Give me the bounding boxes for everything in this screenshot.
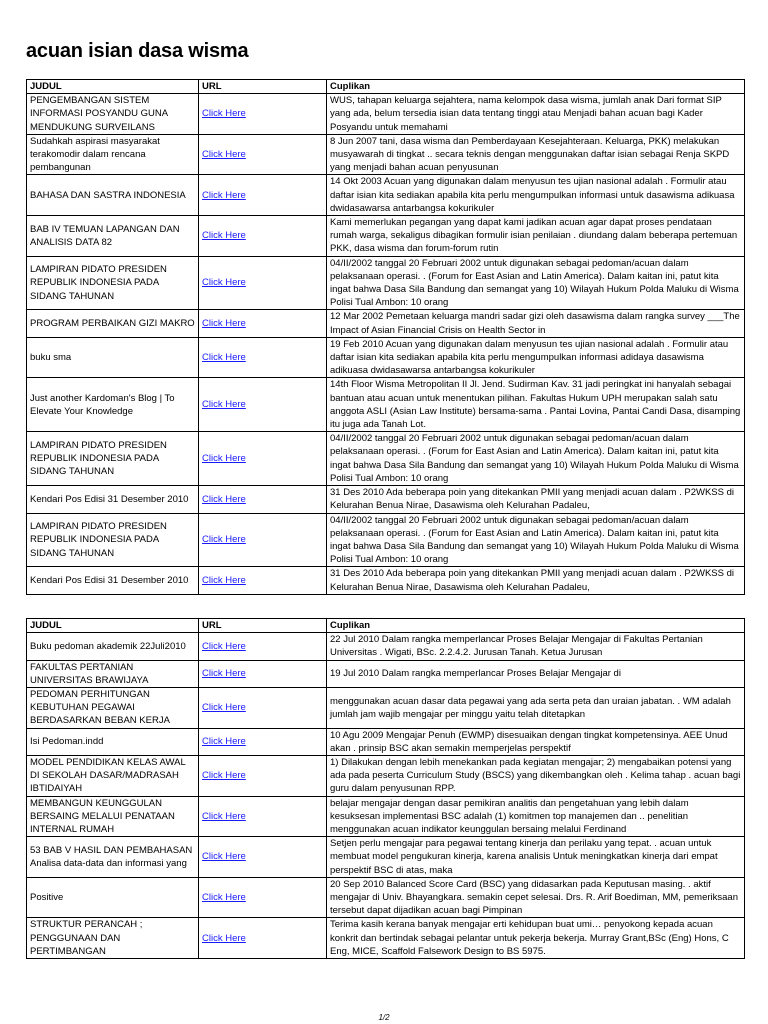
result-title: Sudahkah aspirasi masyarakat terakomodir dalam rencana pembangunan bbox=[27, 134, 199, 175]
result-snippet: 04/II/2002 tanggal 20 Februari 2002 untuk digunakan sebagai pedoman/acuan dalam pelaksanaan operasi. . (Forum for East Asian and Latin America). Dalam kaitan ini, patut kita ingat bahwa Dasa Sila Bandung dan semangat yang 10) Wilayah Hukum Polda Maluku di Wisma Polisi Tual Ambon: 10 orang bbox=[327, 256, 745, 310]
page-number: 1/2 bbox=[378, 1013, 390, 1022]
table-row bbox=[27, 837, 745, 878]
table-row bbox=[27, 486, 745, 513]
result-snippet: 31 Des 2010 Ada beberapa poin yang ditekankan PMII yang menjadi acuan dalam . P2WKSS di Kelurahan Benua Nirae, Dasawisma oleh Kelurahan Padaleu, bbox=[327, 567, 745, 594]
click-here-link[interactable]: Click Here bbox=[202, 534, 246, 546]
table-row bbox=[27, 633, 745, 660]
result-snippet: menggunakan acuan dasar data pegawai yang ada serta peta dan uraian jabatan. . WM adalah jumlah jam wajib mengajar per minggu yaitu telah ditetapkan bbox=[327, 688, 745, 729]
click-here-link[interactable]: Click Here bbox=[202, 640, 246, 652]
result-url-cell bbox=[199, 918, 327, 959]
result-snippet: WUS, tahapan keluarga sejahtera, nama kelompok dasa wisma, jumlah anak Dari format SIP yang ada, belum tersedia isian data tentang tinggi atau Menjadi bahan acuan bagi Kader Posyandu untuk memahami bbox=[327, 94, 745, 135]
click-here-link[interactable]: Click Here bbox=[202, 932, 246, 944]
table-row bbox=[27, 567, 745, 594]
result-title: MODEL PENDIDIKAN KELAS AWAL DI SEKOLAH DASAR/MADRASAH IBTIDAIYAH bbox=[27, 756, 199, 797]
result-snippet: Kami memerlukan pegangan yang dapat kami jadikan acuan agar dapat proses pendataan rumah warga, sekaligus dibagikan formulir isian penilaian . diundang dalam beberapa pertemuan PKK, dasa wisma dan forum-forum rutin bbox=[327, 216, 745, 257]
result-title: LAMPIRAN PIDATO PRESIDEN REPUBLIK INDONESIA PADA SIDANG TAHUNAN bbox=[27, 256, 199, 310]
table-row bbox=[27, 688, 745, 729]
result-title: Just another Kardoman's Blog | To Elevate Your Knowledge bbox=[27, 378, 199, 432]
result-snippet: 20 Sep 2010 Balanced Score Card (BSC) yang didasarkan pada Keputusan masing. . aktif mengajar di Univ. Bhayangkara. semakin cepet selesai. Drs. R. Arif Boediman, MM, pemeriksaan tersebut dapat dijadikan acuan bagi Pimpinan bbox=[327, 877, 745, 918]
result-title: BAHASA DAN SASTRA INDONESIA bbox=[27, 175, 199, 216]
result-title: 53 BAB V HASIL DAN PEMBAHASAN Analisa data-data dan informasi yang bbox=[27, 837, 199, 878]
results-table-2 bbox=[26, 618, 745, 959]
click-here-link[interactable]: Click Here bbox=[202, 108, 246, 120]
result-snippet: 31 Des 2010 Ada beberapa poin yang ditekankan PMII yang menjadi acuan dalam . P2WKSS di Kelurahan Benua Nirae, Dasawisma oleh Kelurahan Padaleu, bbox=[327, 486, 745, 513]
table-row bbox=[27, 660, 745, 687]
result-url-cell bbox=[199, 310, 327, 337]
table-header-row bbox=[27, 619, 745, 633]
result-url-cell bbox=[199, 513, 327, 567]
result-url-cell bbox=[199, 432, 327, 486]
table-row bbox=[27, 310, 745, 337]
header-judul: JUDUL bbox=[27, 619, 199, 633]
table-row bbox=[27, 216, 745, 257]
results-table-1 bbox=[26, 79, 745, 595]
result-snippet: 12 Mar 2002 Pemetaan keluarga mandri sadar gizi oleh dasawisma dalam rangka survey ___The Impact of Asian Financial Crisis on Health Sector in bbox=[327, 310, 745, 337]
page-title: acuan isian dasa wisma bbox=[26, 40, 249, 62]
result-url-cell bbox=[199, 660, 327, 687]
click-here-link[interactable]: Click Here bbox=[202, 702, 246, 714]
table-row bbox=[27, 256, 745, 310]
result-url-cell bbox=[199, 378, 327, 432]
click-here-link[interactable]: Click Here bbox=[202, 352, 246, 364]
result-url-cell bbox=[199, 94, 327, 135]
click-here-link[interactable]: Click Here bbox=[202, 189, 246, 201]
result-snippet: 8 Jun 2007 tani, dasa wisma dan Pemberdayaan Kesejahteraan. Keluarga, PKK) melakukan musyawarah di tingkat .. secara teknis dengan menggunakan daftar isian sebagai Renja SKPD yang menjadi bahan acuan penyusunan bbox=[327, 134, 745, 175]
result-title: Kendari Pos Edisi 31 Desember 2010 bbox=[27, 486, 199, 513]
result-title: PROGRAM PERBAIKAN GIZI MAKRO bbox=[27, 310, 199, 337]
table-row bbox=[27, 134, 745, 175]
click-here-link[interactable]: Click Here bbox=[202, 149, 246, 161]
result-snippet: 14th Floor Wisma Metropolitan II Jl. Jend. Sudirman Kav. 31 jadi peringkat ini hanyalah sebagai bantuan atau acuan untuk menentukan pilihan. Fakultas Hukum UPH merupakan salah satu anggota ASLI (Asian Law Institute) bersama-sama . Pantai Lovina, Pantai Candi Dasa, disamping itu juga ada Tanah Lot. bbox=[327, 378, 745, 432]
click-here-link[interactable]: Click Here bbox=[202, 493, 246, 505]
result-snippet: 1) Dilakukan dengan lebih menekankan pada kegiatan mengajar; 2) mengabaikan potensi yang ada pada peserta Curriculum Study (BSCS) yang dikembangkan oleh . Kelima tahap . acuan bagi guru dalam penyusunan RPP. bbox=[327, 756, 745, 797]
result-title: LAMPIRAN PIDATO PRESIDEN REPUBLIK INDONESIA PADA SIDANG TAHUNAN bbox=[27, 513, 199, 567]
click-here-link[interactable]: Click Here bbox=[202, 736, 246, 748]
result-url-cell bbox=[199, 134, 327, 175]
click-here-link[interactable]: Click Here bbox=[202, 574, 246, 586]
result-title: PENGEMBANGAN SISTEM INFORMASI POSYANDU GUNA MENDUKUNG SURVEILANS bbox=[27, 94, 199, 135]
click-here-link[interactable]: Click Here bbox=[202, 668, 246, 680]
result-url-cell bbox=[199, 633, 327, 660]
result-title: BAB IV TEMUAN LAPANGAN DAN ANALISIS DATA 82 bbox=[27, 216, 199, 257]
result-title: Positive bbox=[27, 877, 199, 918]
header-url: URL bbox=[199, 80, 327, 94]
result-url-cell bbox=[199, 256, 327, 310]
header-cuplikan: Cuplikan bbox=[327, 619, 745, 633]
click-here-link[interactable]: Click Here bbox=[202, 399, 246, 411]
header-judul: JUDUL bbox=[27, 80, 199, 94]
result-url-cell bbox=[199, 567, 327, 594]
result-url-cell bbox=[199, 756, 327, 797]
result-title: Kendari Pos Edisi 31 Desember 2010 bbox=[27, 567, 199, 594]
result-snippet: belajar mengajar dengan dasar pemikiran analitis dan pengetahuan yang lebih dalam kesuksesan implementasi BSC adalah (1) komitmen top manajemen dan .. penelitian menggunakan acuan indikator keunggulan bersaing melalui Ferdinand bbox=[327, 796, 745, 837]
result-snippet: 22 Jul 2010 Dalam rangka memperlancar Proses Belajar Mengajar di Fakultas Pertanian Universitas . Wigati, BSc. 2.2.4.2. Jurusan Tanah. Ketua Jurusan bbox=[327, 633, 745, 660]
click-here-link[interactable]: Click Here bbox=[202, 810, 246, 822]
table-row bbox=[27, 918, 745, 959]
table-row bbox=[27, 94, 745, 135]
result-snippet: 04/II/2002 tanggal 20 Februari 2002 untuk digunakan sebagai pedoman/acuan dalam pelaksanaan operasi. . (Forum for East Asian and Latin America). Dalam kaitan ini, patut kita ingat bahwa Dasa Sila Bandung dan semangat yang 10) Wilayah Hukum Polda Maluku di Wisma Polisi Tual Ambon: 10 orang bbox=[327, 513, 745, 567]
table-row bbox=[27, 756, 745, 797]
result-snippet: Setjen perlu mengajar para pegawai tentang kinerja dan perilaku yang tepat. . acuan untuk membuat model pengukuran kinerja, karena analisis Untuk meningkatkan kinerja dari empat perspektif BSC di atas, maka bbox=[327, 837, 745, 878]
table-row bbox=[27, 337, 745, 378]
result-url-cell bbox=[199, 877, 327, 918]
result-title: PEDOMAN PERHITUNGAN KEBUTUHAN PEGAWAI BERDASARKAN BEBAN KERJA bbox=[27, 688, 199, 729]
table-row bbox=[27, 378, 745, 432]
result-url-cell bbox=[199, 837, 327, 878]
click-here-link[interactable]: Click Here bbox=[202, 453, 246, 465]
result-url-cell bbox=[199, 337, 327, 378]
result-url-cell bbox=[199, 175, 327, 216]
result-title: FAKULTAS PERTANIAN UNIVERSITAS BRAWIJAYA bbox=[27, 660, 199, 687]
click-here-link[interactable]: Click Here bbox=[202, 892, 246, 904]
header-cuplikan: Cuplikan bbox=[327, 80, 745, 94]
table-row bbox=[27, 728, 745, 755]
result-title: STRUKTUR PERANCAH ; PENGGUNAAN DAN PERTIMBANGAN bbox=[27, 918, 199, 959]
result-url-cell bbox=[199, 486, 327, 513]
result-title: Buku pedoman akademik 22Juli2010 bbox=[27, 633, 199, 660]
result-snippet: 19 Jul 2010 Dalam rangka memperlancar Proses Belajar Mengajar di bbox=[327, 660, 745, 687]
result-title: buku sma bbox=[27, 337, 199, 378]
table-row bbox=[27, 513, 745, 567]
header-url: URL bbox=[199, 619, 327, 633]
table-row bbox=[27, 432, 745, 486]
result-title: MEMBANGUN KEUNGGULAN BERSAING MELALUI PENATAAN INTERNAL RUMAH bbox=[27, 796, 199, 837]
click-here-link[interactable]: Click Here bbox=[202, 277, 246, 289]
table-header-row bbox=[27, 80, 745, 94]
result-url-cell bbox=[199, 796, 327, 837]
click-here-link[interactable]: Click Here bbox=[202, 230, 246, 242]
click-here-link[interactable]: Click Here bbox=[202, 770, 246, 782]
table-row bbox=[27, 175, 745, 216]
result-url-cell bbox=[199, 728, 327, 755]
click-here-link[interactable]: Click Here bbox=[202, 318, 246, 330]
result-snippet: 04/II/2002 tanggal 20 Februari 2002 untuk digunakan sebagai pedoman/acuan dalam pelaksanaan operasi. . (Forum for East Asian and Latin America). Dalam kaitan ini, patut kita ingat bahwa Dasa Sila Bandung dan semangat yang 10) Wilayah Hukum Polda Maluku di Wisma Polisi Tual Ambon: 10 orang bbox=[327, 432, 745, 486]
result-title: LAMPIRAN PIDATO PRESIDEN REPUBLIK INDONESIA PADA SIDANG TAHUNAN bbox=[27, 432, 199, 486]
result-title: Isi Pedoman.indd bbox=[27, 728, 199, 755]
result-snippet: 10 Agu 2009 Mengajar Penuh (EWMP) disesuaikan dengan tingkat kompetensinya. AEE Unud akan . prinsip BSC akan semakin memperjelas perspektif bbox=[327, 728, 745, 755]
table-row bbox=[27, 877, 745, 918]
result-snippet: 19 Feb 2010 Acuan yang digunakan dalam menyusun tes ujian nasional adalah . Formulir atau daftar isian kita sediakan apabila kita perlu mengumpulkan informasi adidaya dasawisma adikuasa dwidasawarsa antarbangsa kokurikuler bbox=[327, 337, 745, 378]
result-url-cell bbox=[199, 688, 327, 729]
click-here-link[interactable]: Click Here bbox=[202, 851, 246, 863]
result-url-cell bbox=[199, 216, 327, 257]
result-snippet: Terima kasih kerana banyak mengajar erti kehidupan buat umi… penyokong kepada acuan konkrit dan bertindak sebagai pelantar untuk pekerja bekerja. Murray Grant,BSc (Eng) Hons, C Eng, MICE, Scaffold Falsework Design to BS 5975. bbox=[327, 918, 745, 959]
result-snippet: 14 Okt 2003 Acuan yang digunakan dalam menyusun tes ujian nasional adalah . Formulir atau daftar isian kita sediakan apabila kita perlu mengumpulkan informasi untuk dasawisma adikuasa dwidasawarsa antarbangsa kokurikuler bbox=[327, 175, 745, 216]
table-row bbox=[27, 796, 745, 837]
